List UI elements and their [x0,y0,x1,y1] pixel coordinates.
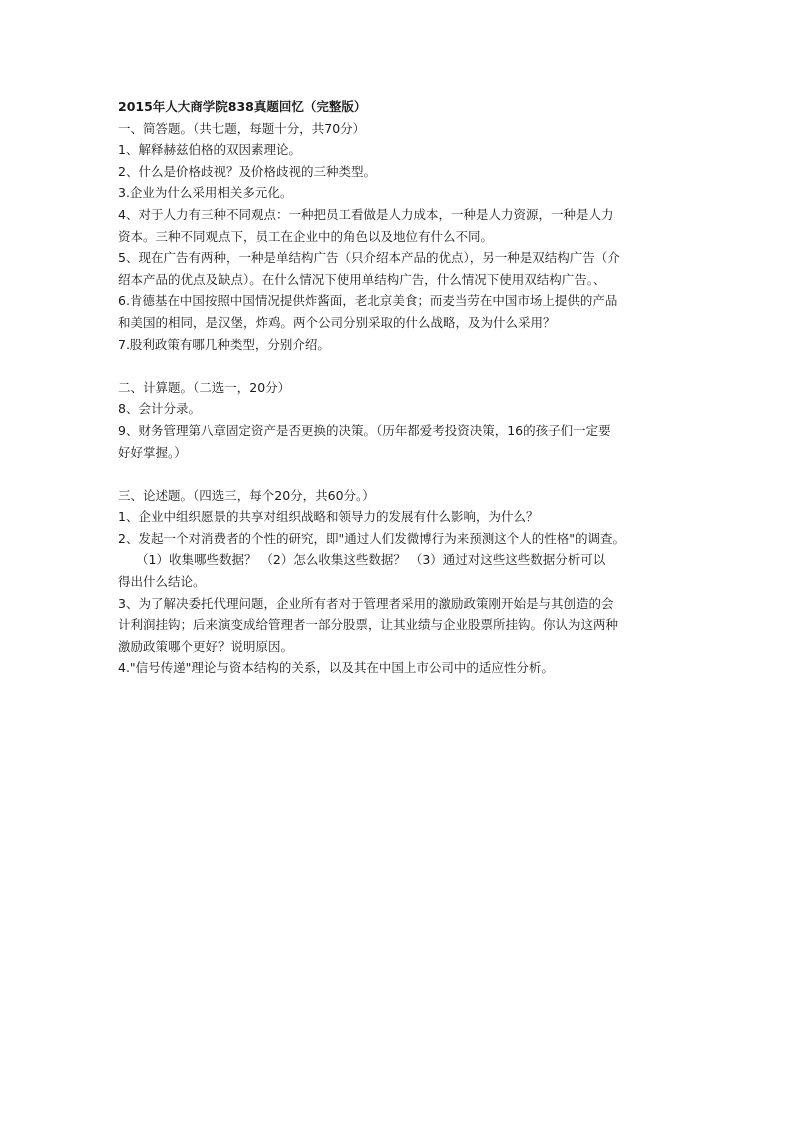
section-heading-calculation: 二、计算题。（二选一，20分） [118,379,291,395]
question-line: 2、什么是价格歧视？及价格歧视的三种类型。 [118,163,376,179]
question-line: 资本。三种不同观点下，员工在企业中的角色以及地位有什么不同。 [118,228,494,244]
question-line: 得出什么结论。 [118,574,206,590]
question-line: 1、企业中组织愿景的共享对组织战略和领导力的发展有什么影响，为什么？ [118,509,539,525]
question-line: 和美国的相同，是汉堡，炸鸡。两个公司分别采取的什么战略，及为什么采用？ [118,314,556,330]
question-line: 7.股利政策有哪几种类型，分别介绍。 [118,336,330,352]
question-line: 4."信号传递"理论与资本结构的关系，以及其在中国上市公司中的适应性分析。 [118,660,554,676]
question-line: 4、对于人力有三种不同观点：一种把员工看做是人力成本，一种是人力资源，一种是人力 [118,206,614,222]
question-line: 计利润挂钩；后来演变成给管理者一部分股票，让其业绩与企业股票所挂钩。你认为这两种 [118,617,619,633]
document-body [118,96,678,679]
question-line: 3、为了解决委托代理问题，企业所有者对于管理者采用的激励政策刚开始是与其创造的会 [118,595,614,611]
section-heading-short-answer: 一、简答题。（共七题，每题十分，共70分） [118,120,366,136]
question-line: 6.肯德基在中国按照中国情况提供炸酱面，老北京美食；而麦当劳在中国市场上提供的产品 [118,293,618,309]
question-line: 2、发起一个对消费者的个性的研究，即"通过人们发微博行为来预测这个人的性格"的调查。 [118,530,625,546]
question-line: （1）收集哪些数据？ （2）怎么收集这些数据？ （3）通过对这些这些数据分析可以 [136,552,606,568]
question-line: 8、会计分录。 [118,401,201,417]
question-line: 5、现在广告有两种，一种是单结构广告（只介绍本产品的优点），另一种是双结构广告（介 [118,250,620,266]
question-line: 激励政策哪个更好？说明原因。 [118,638,294,654]
question-line: 1、解释赫兹伯格的双因素理论。 [118,142,301,158]
question-line: 3.企业为什么采用相关多元化。 [118,185,293,201]
blank-line [118,355,678,377]
document-title: 2015年人大商学院838真题回忆（完整版） [118,99,367,114]
question-line: 好好掌握。） [118,444,187,460]
section-heading-essay: 三、论述题。（四选三，每个20分，共60分。） [118,487,375,503]
question-line: 绍本产品的优点及缺点）。在什么情况下使用单结构广告，什么情况下使用双结构广告。、 [118,271,606,287]
blank-line [118,463,678,485]
question-line: 9、财务管理第八章固定资产是否更换的决策。（历年都爱考投资决策，16的孩子们一定要 [118,422,611,438]
